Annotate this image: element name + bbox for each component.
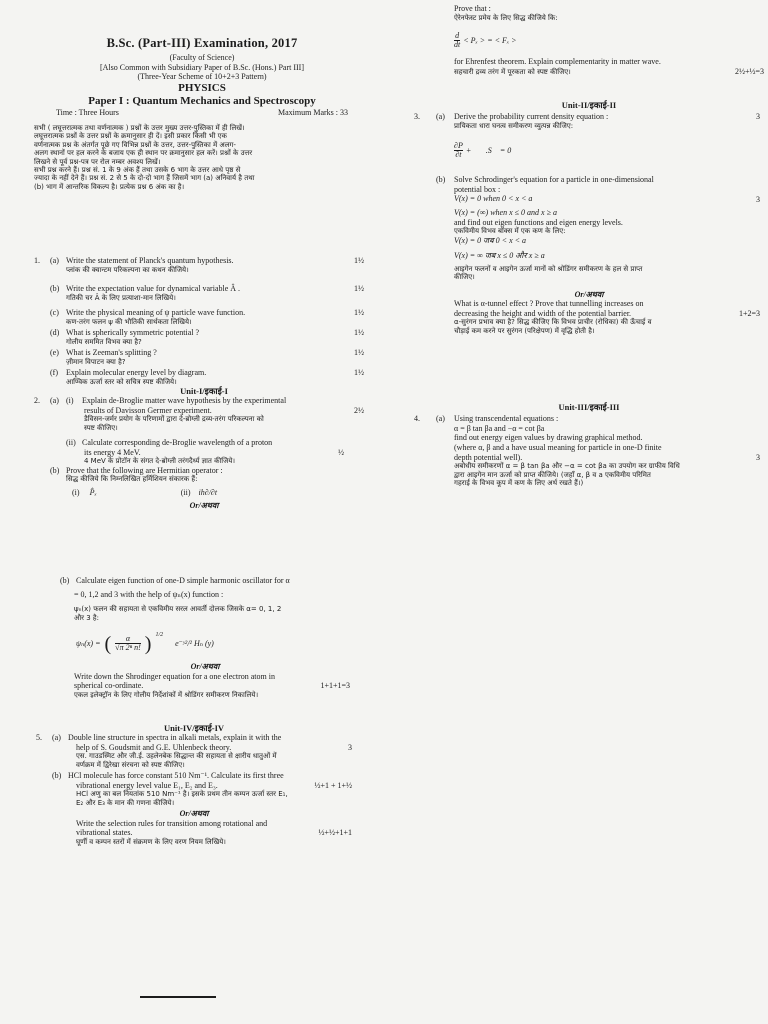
part-text-hindi: गोलीय सममित विभव क्या है? — [66, 337, 142, 346]
part-label: (c) — [50, 307, 59, 317]
or-divider: Or/अथवा — [190, 661, 220, 671]
time-label: Time : Three Hours — [56, 108, 119, 118]
part-text-hindi: अबोधीय समीकरणों α = β tan βa और −α = cot βa का उपयोग कर ग्राफीय विधि — [454, 462, 680, 471]
part-text: for Ehrenfest theorem. Explain complementarity in matter wave. — [454, 56, 661, 66]
part-marks: ½+1 + 1+½ — [314, 780, 352, 790]
question-number: 4. — [414, 414, 420, 424]
part-text-hindi: कण-तरंग फलन ψ की भौतिकी सार्थकता लिखिये। — [66, 317, 192, 326]
operator-expression: ih∂/∂t — [198, 487, 218, 497]
part-label: (a) — [436, 112, 445, 122]
part-text: Calculate eigen function of one-D simple harmonic oscillator for α — [76, 576, 290, 585]
instruction-line: लघूत्तरात्मक प्रश्नों के उत्तर प्रश्नों के क्रमानुसार ही दें। इसी प्रकार किसी भी एक — [34, 132, 227, 141]
part-text-hindi: कीजिए। — [454, 273, 475, 282]
part-text: Prove that the following are Hermitian operator : — [66, 465, 223, 475]
part-label: (a) — [50, 396, 59, 406]
derivative-denominator: dt — [454, 39, 461, 49]
part-label: (d) — [50, 327, 60, 337]
question-number: 2. — [34, 396, 40, 406]
part-text: Derive the probability current density equation : — [454, 112, 609, 122]
part-text: α = β tan βa and −α = cot βa — [454, 423, 545, 433]
part-text: Explain molecular energy level by diagram. — [66, 367, 207, 377]
part-text-hindi: HCl अणु का बल नियतांक 510 Nm⁻¹ है। इसके प्रथम तीन कम्पन ऊर्जा स्तर E₁, — [76, 790, 288, 799]
part-label: (a) — [52, 733, 61, 743]
part-marks: ½ — [338, 447, 344, 457]
unit-3-section — [414, 402, 764, 487]
alt-b-line — [60, 576, 350, 586]
question-1 — [34, 256, 374, 386]
q1-part-a — [34, 256, 374, 274]
part-text-hindi: α-सुरंगन प्रभाव क्या है? सिद्ध कीजिए कि विभव प्राचीर (रोधिका) की ऊँचाई व — [454, 318, 652, 327]
part-marks: 1+1+1=3 — [320, 681, 350, 691]
instruction-line: सभी ( लघूत्तरात्मक तथा वर्णनात्मक ) प्रश्नों के उत्तर मुख्य उत्तर-पुस्तिका में ही लिखें। — [34, 124, 245, 132]
part-label: (b) — [436, 175, 446, 185]
question-number: 1. — [34, 256, 40, 265]
part-text: What is spherically symmetric potential ? — [66, 327, 200, 337]
part-text: Write the statement of Planck's quantum hypothesis. — [66, 256, 234, 265]
part-label: (b) — [52, 771, 62, 781]
exam-header — [56, 36, 348, 118]
page-end-rule — [140, 996, 216, 998]
part-text-hindi: ज़ीमान विपाटन क्या है? — [66, 357, 126, 366]
potential-condition: V(x) = (∞) when x ≤ 0 and x ≥ a — [454, 207, 557, 217]
instruction-line: अलग स्थानों पर हल करने के बजाय एक ही स्थान पर क्रमानुसार हल करें। प्रश्नों के उत्तर — [34, 149, 253, 158]
subpart-label: (i) — [66, 396, 74, 406]
part-marks: 1½ — [354, 347, 364, 357]
prove-that-hindi: ऐरेनफेस्ट प्रमेय के लिए सिद्ध कीजिये कि: — [454, 13, 558, 22]
part-text: its energy 4 MeV. — [84, 447, 141, 457]
tunnel-alternative — [414, 299, 764, 335]
instruction-line: लिखने से पूर्व प्रश्न-पत्र पर रोल नम्बर अवश्य लिखें। — [34, 157, 161, 166]
continuity-equation — [454, 142, 764, 159]
common-line: [Also Common with Subsidiary Paper of B.Sc. (Hons.) Part III] — [100, 62, 304, 72]
q1-part-d — [34, 328, 374, 346]
part-text: Calculate corresponding de-Broglie wavelength of a proton — [82, 438, 273, 448]
q2-part-a-i — [34, 396, 374, 432]
q1-part-c — [34, 308, 374, 326]
oscillator-formula: ψₙ(x) = ( $\frac{\alpha}{\text{√π 2ⁿ n!}}$ ) $^{1/2}$ e⁻ʸ²/² Hₙ (y) — [76, 631, 214, 655]
continuity-denominator: ∂t — [455, 150, 462, 160]
subpart-label: (ii) — [180, 487, 191, 497]
part-text-hindi: ψₙ(x) फलन की सहायता से एकविमीय सरल आवर्ती दोलक जिसके α= 0, 1, 2 — [74, 605, 282, 614]
part-text-hindi: सिद्ध कीजिये कि निम्नलिखित हर्मिशियन संकारक हैं: — [66, 475, 198, 484]
derivative-numerator: d — [455, 30, 460, 40]
part-text: HCl molecule has force constant 510 Nm⁻¹. Calculate its first three — [68, 771, 284, 781]
unit-heading: Unit-II/इकाई-II — [561, 100, 617, 110]
part-label: (f) — [50, 367, 58, 377]
q3-part-b — [414, 175, 764, 281]
part-text-hindi: घूर्णी व कम्पन स्तरों में संक्रमण के लिए वरण नियम लिखिये। — [76, 837, 226, 846]
part-marks: 2½+½=3 — [734, 66, 764, 76]
instruction-line: ज्यादा के नहीं देने हैं। प्रश्न सं. 2 से 5 के दो-दो भाग हैं जिसमें भाग (a) अनिवार्य है तथा — [34, 174, 255, 183]
faculty-line: (Faculty of Science) — [169, 53, 235, 62]
q4-part-a — [414, 414, 764, 487]
q3-part-a — [414, 112, 764, 130]
part-text: Using transcendental equations : — [454, 414, 559, 424]
part-marks: 1½ — [354, 307, 364, 317]
part-marks: 3 — [756, 452, 760, 462]
q5-part-b — [36, 771, 352, 807]
part-label: (b) — [50, 465, 60, 475]
formula-exponent: 1/2 — [155, 631, 164, 638]
part-text: Explain de-Broglie matter wave hypothesis by the experimental — [82, 396, 287, 406]
part-text-hindi: एकविमीय विभव बॉक्स में एक कण के लिए: — [454, 227, 566, 236]
q2-part-a-ii — [34, 438, 374, 466]
prove-that-label: Prove that : — [454, 4, 491, 13]
part-text-hindi: स्पष्ट कीजिए। — [84, 423, 118, 432]
q2-part-b — [34, 466, 374, 498]
unit-heading: Unit-I/इकाई-I — [180, 386, 228, 396]
part-label: (b) — [60, 576, 70, 585]
part-text: = 0, 1,2 and 3 with the help of ψₙ(x) function : — [74, 589, 224, 599]
scheme-line: (Three-Year Scheme of 10+2+3 Pattern) — [137, 72, 267, 82]
unit-1-alt-section — [60, 576, 350, 699]
part-text-hindi: गतिकी चर Â के लिए प्रत्याशा-मान लिखिये। — [66, 293, 176, 302]
part-text: vibrational energy level value E₁, E₂ and E₃. — [76, 780, 218, 790]
potential-condition-hindi: V(x) = 0 जब 0 < x < a — [454, 235, 527, 245]
formula-rest: e⁻ʸ²/² Hₙ (y) — [175, 639, 214, 649]
or-divider: Or/अथवा — [574, 289, 604, 299]
paper-title: Paper I : Quantum Mechanics and Spectroscopy — [88, 94, 316, 107]
part-label: (a) — [436, 414, 445, 424]
part-text: Write the physical meaning of ψ particle wave function. — [66, 307, 246, 317]
ehrenfest-expression: < Pₓ > = < Fₓ > — [463, 35, 517, 45]
max-marks: Maximum Marks : 33 — [278, 108, 348, 118]
formula-numerator: α — [125, 634, 131, 644]
part-label: (a) — [50, 256, 59, 265]
q5-part-a — [36, 733, 352, 769]
part-text-hindi: आण्विक ऊर्जा स्तर को सचित्र स्पष्ट कीजिये। — [66, 377, 177, 386]
unit-2-section — [414, 100, 764, 335]
operator-expression: P̂ₓ — [89, 487, 97, 497]
part-text: spherical co-ordinate. — [74, 681, 144, 691]
potential-condition-hindi: V(x) = ∞ जब x ≤ 0 और x ≥ a — [454, 251, 545, 261]
continuity-numerator: ∂P — [454, 141, 463, 151]
instructions — [34, 124, 350, 191]
part-text: Double line structure in spectra in alkali metals, explain it with the — [68, 733, 282, 743]
part-text: Solve Schrodinger's equation for a particle in one-dimensional — [454, 175, 654, 185]
ehrenfest-section — [454, 4, 766, 76]
question-number: 3. — [414, 112, 420, 122]
part-label: (b) — [50, 283, 60, 293]
part-text: depth potential well). — [454, 452, 523, 462]
unit-1-section — [34, 386, 374, 511]
part-text-hindi: प्लांक की क्वान्टम परिकल्पना का कथन कीजिये। — [66, 265, 189, 274]
part-label: (e) — [50, 347, 59, 357]
part-text-hindi: एकल इलेक्ट्रॉन के लिए गोलीय निर्देशांकों में श्रोडिंगर समीकरण निकालिये। — [74, 690, 259, 699]
q1-part-b — [34, 284, 374, 302]
part-text: What is Zeeman's splitting ? — [66, 347, 157, 357]
part-text: and find out eigen functions and eigen energy levels. — [454, 217, 623, 227]
part-text: Write the expectation value for dynamical variable Â . — [66, 283, 241, 293]
part-text: vibrational states. — [76, 828, 133, 838]
part-text: results of Davisson Germer experiment. — [84, 405, 212, 415]
part-marks: 3 — [756, 195, 760, 205]
part-text: find out energy eigen values by drawing graphical method. — [454, 433, 643, 443]
subject-title: PHYSICS — [178, 81, 226, 94]
question-number: 5. — [36, 733, 42, 743]
part-text-hindi: वर्णक्रम में द्विरेखा संरचना को स्पष्ट कीजिए। — [76, 760, 185, 769]
formula-denominator: √π 2ⁿ n! — [115, 643, 141, 653]
part-text: (where α, β and a have usual meaning for particle in one-D finite — [454, 442, 662, 452]
part-text: help of S. Goudsmit and G.E. Uhlenbeck theory. — [76, 742, 232, 752]
part-marks: 1+2=3 — [738, 308, 760, 318]
part-text-hindi: सहचारी द्रव्य तरंग में पूरकता को स्पष्ट कीजिए। — [454, 67, 571, 76]
subpart-label: (ii) — [66, 438, 76, 448]
or-divider: Or/अथवा — [189, 501, 219, 511]
part-text: What is α-tunnel effect ? Prove that tunnelling increases on — [454, 299, 644, 309]
part-marks: 3 — [756, 112, 760, 122]
continuity-expression: + ∇⃗.S⃗ = 0 — [465, 145, 512, 155]
part-marks: 2½ — [354, 405, 364, 415]
part-text-hindi: आइगेन फलनों व आइगेन ऊर्जा मानों को श्रोडिंगर समीकरण के हल से प्राप्त — [454, 264, 643, 273]
part-marks: 3 — [348, 742, 352, 752]
instruction-line: वर्णनात्मक प्रश्न के अंतर्गत पूछे गए विभिन्न प्रश्नों के उत्तर, उत्तर-पुस्तिका में अलग- — [34, 140, 236, 149]
part-marks: 1½ — [354, 283, 364, 293]
part-text-hindi: डैविसन-जर्मर प्रयोग के परिणामों द्वारा दे-ब्रोग्ली द्रव्य-तरंग परिकल्पना को — [84, 415, 264, 424]
exam-title: B.Sc. (Part-III) Examination, 2017 — [106, 36, 298, 50]
part-text: Write the selection rules for transition among rotational and — [76, 818, 268, 828]
subpart-label: (i) — [72, 487, 80, 497]
q1-part-f — [34, 368, 374, 386]
part-text-hindi: E₂ और E₃ के मान की गणना कीजिये। — [76, 798, 175, 807]
part-text-hindi: चौड़ाई कम करने पर सुरंगन (परिक्षेपण) में वृद्धि होती है। — [454, 326, 595, 335]
part-text: potential box : — [454, 184, 501, 194]
or-divider: Or/अथवा — [179, 809, 209, 819]
part-text: decreasing the height and width of the potential barrier. — [454, 308, 632, 318]
potential-condition: V(x) = 0 when 0 < x < a — [454, 194, 533, 204]
part-marks: 1½ — [354, 367, 364, 377]
unit-heading: Unit-III/इकाई-III — [558, 402, 620, 412]
part-text-hindi: एस. गाउडस्मिट और जी.ई. उहलेनबेक सिद्धान्त की सहायता से क्षारीय धातुओं में — [76, 752, 277, 761]
part-text-hindi: द्वारा आइगेन मान ऊर्जा को प्राप्त कीजिये। (जहाँ α, β व a एकविमीय परिमित — [454, 470, 651, 479]
part-marks: 1½ — [354, 256, 364, 265]
part-text-hindi: 4 MeV के प्रोटॉन के संगत दे-ब्रोग्ली तरंगदैर्ध्य ज्ञात कीजिये। — [84, 457, 236, 466]
unit-heading: Unit-IV/इकाई-IV — [163, 723, 225, 733]
unit-4-section — [36, 723, 352, 846]
ehrenfest-equation — [454, 32, 766, 49]
part-marks: ½+½+1+1 — [318, 828, 352, 838]
time-marks-row — [56, 108, 348, 118]
instruction-line: सभी प्रश्न करने हैं। प्रश्न सं. 1 के 9 अंक हैं तथा उसके 6 भाग के उत्तर आधे पृष्ठ से — [34, 165, 241, 174]
part-text-hindi: प्रायिकता धारा घनत्व समीकरण व्युत्पन्न कीजिए: — [454, 121, 574, 130]
q1-part-e — [34, 348, 374, 366]
part-text-hindi: गहराई के विभव कूप में कण के लिए अर्थ रखते हैं।) — [454, 478, 584, 487]
part-text-hindi: और 3 है: — [74, 613, 100, 622]
instruction-line: (b) भाग में आन्तरिक विकल्प है। प्रत्येक प्रश्न 6 अंक का है। — [34, 182, 185, 191]
formula-lhs: ψₙ(x) = — [76, 639, 101, 649]
part-marks: 1½ — [354, 327, 364, 337]
part-text: Write down the Shrodinger equation for a one electron atom in — [74, 671, 275, 681]
